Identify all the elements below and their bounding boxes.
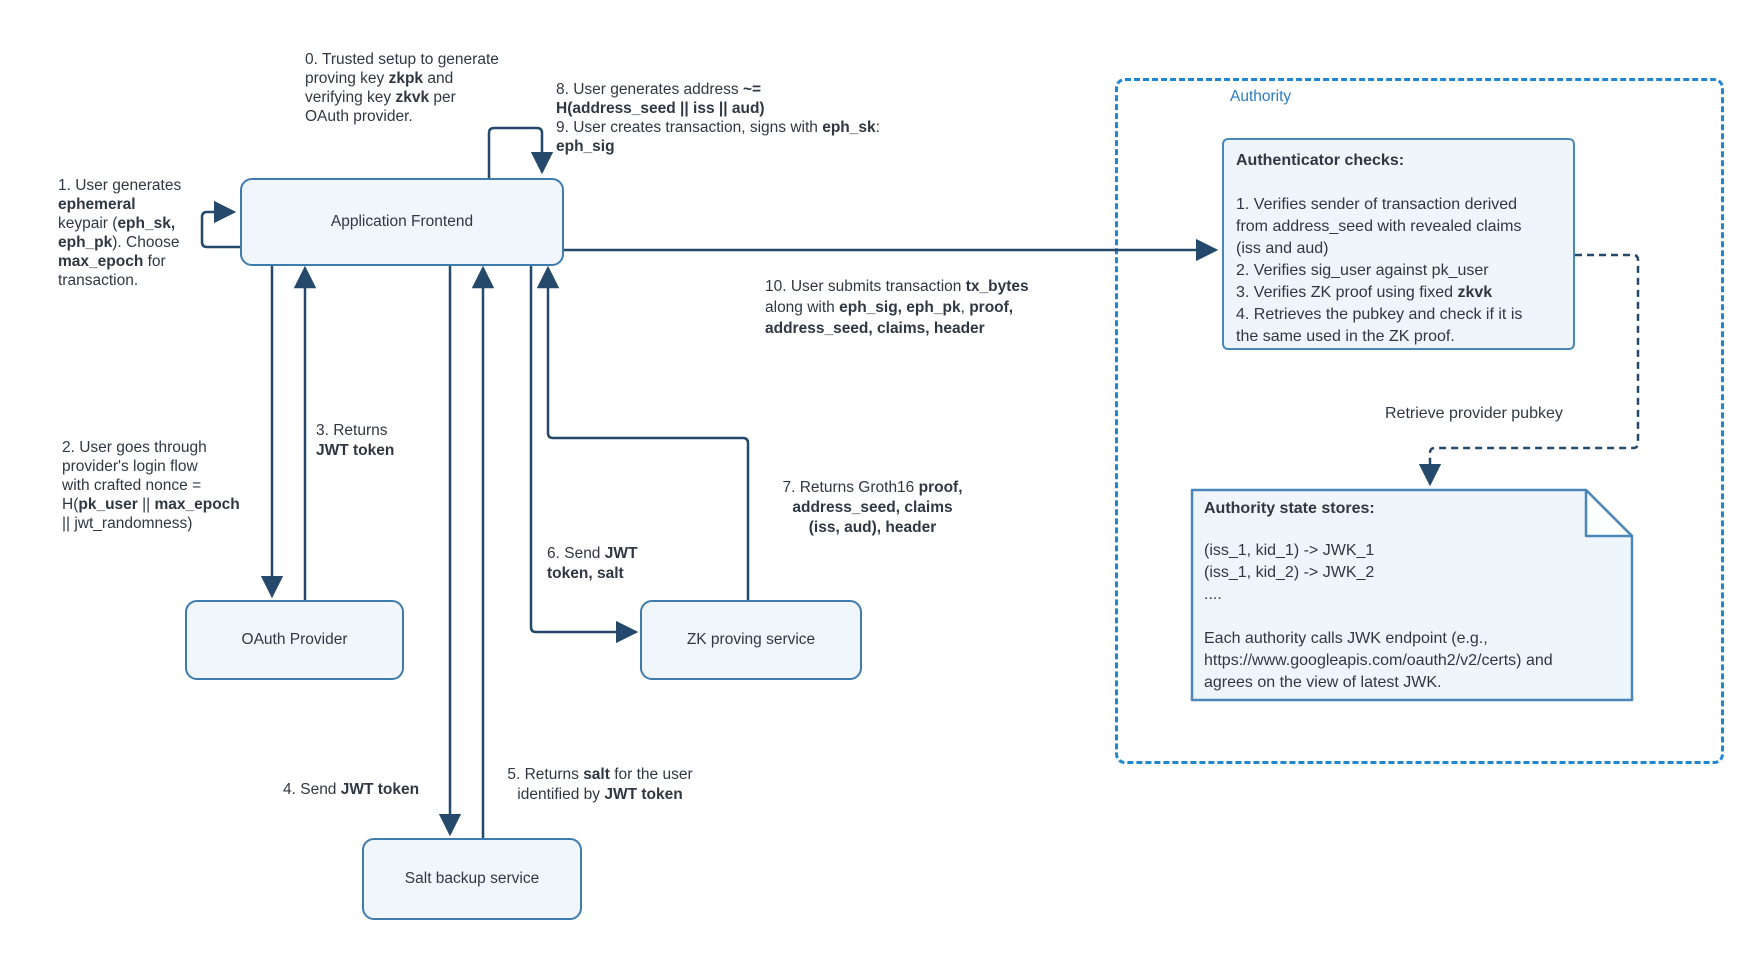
node-zk-proving-service bbox=[640, 600, 862, 680]
retrieve-provider-pubkey-label: Retrieve provider pubkey bbox=[1385, 405, 1563, 422]
node-salt-backup-service-label: Salt backup service bbox=[404, 870, 540, 887]
annotation-step-6: 6. Send JWT token, salt bbox=[547, 545, 638, 582]
authority-state-stores-title: Authority state stores: bbox=[1204, 500, 1375, 517]
node-salt-backup-service bbox=[362, 838, 582, 920]
authenticator-checks-body: 1. Verifies sender of transaction derived from address_seed with revealed claims (iss and aud) 2. Verifies sig_user against pk_user 3. Verifies ZK proof using fixed zkvk 4. Retrieves the pubkey and check if it is the same used in the ZK proof. bbox=[1236, 196, 1523, 345]
authority-state-stores-body: (iss_1, kid_1) -> JWK_1 (iss_1, kid_2) -> JWK_2 .... Each authority calls JWK endpoint (e.g., https://www.googleapis.com/oauth2/v2/certs) and agrees on the view of latest JWK. bbox=[1204, 542, 1553, 691]
node-application-frontend-label: Application Frontend bbox=[330, 213, 474, 230]
node-zk-proving-service-label: ZK proving service bbox=[686, 631, 816, 648]
annotation-step-0: 0. Trusted setup to generate proving key zkpk and verifying key zkvk per OAuth provider. bbox=[305, 51, 499, 125]
node-oauth-provider bbox=[185, 600, 404, 680]
authenticator-checks-title: Authenticator checks: bbox=[1236, 152, 1405, 169]
node-oauth-provider-label: OAuth Provider bbox=[241, 631, 348, 648]
annotation-step-3: 3. Returns JWT token bbox=[316, 422, 395, 459]
frontend-top-self-loop bbox=[489, 128, 542, 178]
annotation-step-7: 7. Returns Groth16 proof, address_seed, claims (iss, aud), header bbox=[782, 479, 963, 536]
annotation-step-5: 5. Returns salt for the user identified by JWT token bbox=[507, 766, 693, 803]
annotation-step-8-9: 8. User generates address ~= H(address_seed || iss || aud) 9. User creates transaction, signs with eph_sk: eph_sig bbox=[556, 81, 880, 155]
frontend-left-self-loop bbox=[202, 212, 240, 247]
authenticator-checks-panel bbox=[1222, 138, 1575, 350]
node-application-frontend bbox=[240, 178, 564, 266]
annotation-step-1: 1. User generates ephemeral keypair (eph_sk, eph_pk). Choose max_epoch for transaction. bbox=[58, 177, 182, 289]
annotation-step-2: 2. User goes through provider's login flow with crafted nonce = H(pk_user || max_epoch || jwt_randomness) bbox=[62, 439, 240, 532]
annotation-step-4: 4. Send JWT token bbox=[283, 781, 420, 798]
authority-label: Authority bbox=[1230, 88, 1292, 105]
authority-state-stores-note bbox=[1204, 498, 1618, 694]
annotation-step-10: 10. User submits transaction tx_bytes along with eph_sig, eph_pk, proof, address_seed, claims, header bbox=[765, 278, 1029, 337]
